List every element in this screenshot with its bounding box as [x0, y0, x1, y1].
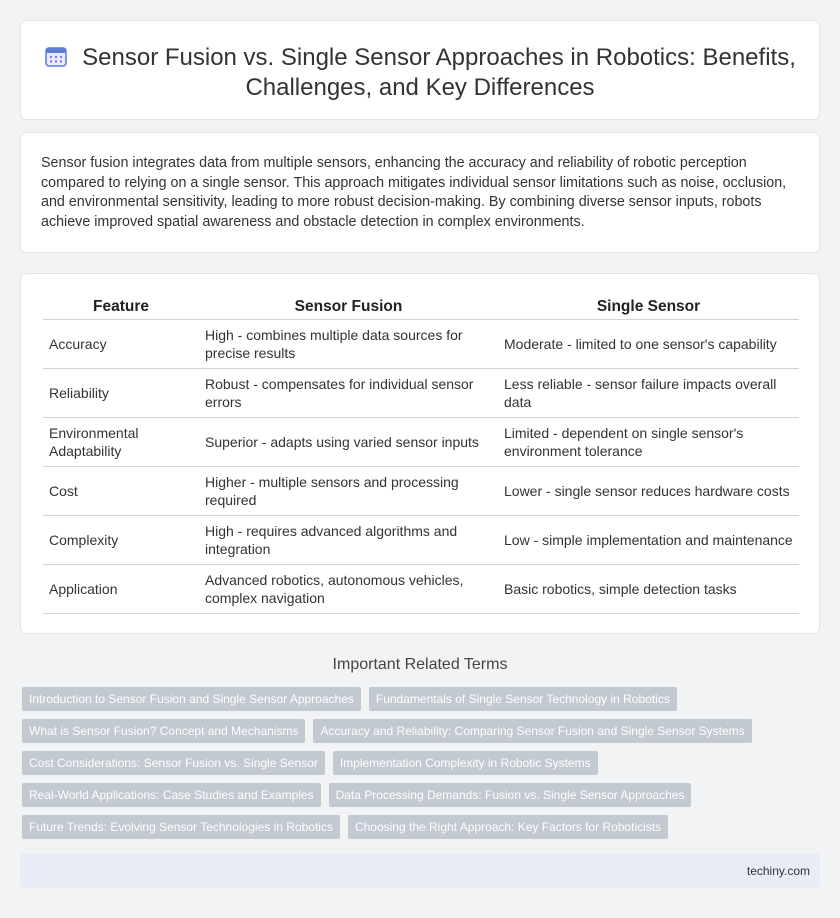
related-term-tag[interactable]: Data Processing Demands: Fusion vs. Single Sensor Approaches [329, 783, 692, 807]
table-cell-sensor-fusion: Superior - adapts using varied sensor inputs [199, 417, 498, 466]
header [21, 43, 819, 103]
table-cell-sensor-fusion: Higher - multiple sensors and processing required [199, 466, 498, 515]
comparison-table [43, 296, 799, 614]
table-cell-single-sensor: Low - simple implementation and maintenance [498, 515, 799, 564]
intro-paragraph: Sensor fusion integrates data from multiple sensors, enhancing the accuracy and reliability of robotic perception compared to relying on a single sensor. This approach mitigates individual sensor limitations such as noise, occlusion, and environmental sensitivity, leading to more robust decision-making. By combining diverse sensor inputs, robots achieve improved spatial awareness and obstacle detection in complex environments. [41, 155, 787, 230]
table-cell-single-sensor: Basic robotics, simple detection tasks [498, 564, 799, 613]
table-cell-single-sensor: Lower - single sensor reduces hardware costs [498, 466, 799, 515]
table-cell-sensor-fusion: Advanced robotics, autonomous vehicles, complex navigation [199, 564, 498, 613]
table-cell-feature: Environmental Adaptability [43, 417, 199, 466]
tag-row [22, 719, 822, 743]
table-row [43, 564, 799, 613]
table-header-row [43, 296, 799, 319]
calendar-icon [44, 44, 68, 68]
table-row [43, 417, 799, 466]
tag-row [22, 783, 822, 807]
table-cell-sensor-fusion: High - requires advanced algorithms and integration [199, 515, 498, 564]
footer [20, 854, 820, 888]
table-cell-sensor-fusion: Robust - compensates for individual sensor errors [199, 368, 498, 417]
column-header-single-sensor: Single Sensor [498, 296, 799, 319]
table-cell-feature: Complexity [43, 515, 199, 564]
table-cell-sensor-fusion: High - combines multiple data sources for precise results [199, 319, 498, 368]
related-term-tag[interactable]: Implementation Complexity in Robotic Systems [333, 751, 598, 775]
table-cell-feature: Reliability [43, 368, 199, 417]
tag-row [22, 815, 822, 839]
table-row [43, 319, 799, 368]
header-card [20, 20, 820, 120]
related-terms-tags [22, 687, 822, 847]
column-header-feature: Feature [43, 296, 199, 319]
tag-row [22, 751, 822, 775]
related-term-tag[interactable]: Accuracy and Reliability: Comparing Sensor Fusion and Single Sensor Systems [313, 719, 751, 743]
related-term-tag[interactable]: Cost Considerations: Sensor Fusion vs. Single Sensor [22, 751, 325, 775]
footer-site-link[interactable]: techiny.com [746, 864, 810, 878]
page-title: Sensor Fusion vs. Single Sensor Approaches in Robotics: Benefits, Challenges, and Key Differences [82, 44, 796, 101]
intro-card [20, 132, 820, 253]
related-term-tag[interactable]: Fundamentals of Single Sensor Technology in Robotics [369, 687, 677, 711]
table-cell-feature: Cost [43, 466, 199, 515]
comparison-table-card [20, 273, 820, 634]
related-term-tag[interactable]: Real-World Applications: Case Studies and Examples [22, 783, 321, 807]
table-cell-single-sensor: Limited - dependent on single sensor's environment tolerance [498, 417, 799, 466]
table-cell-feature: Accuracy [43, 319, 199, 368]
table-row [43, 515, 799, 564]
related-term-tag[interactable]: Introduction to Sensor Fusion and Single Sensor Approaches [22, 687, 361, 711]
tag-row [22, 687, 822, 711]
table-cell-single-sensor: Less reliable - sensor failure impacts overall data [498, 368, 799, 417]
table-cell-feature: Application [43, 564, 199, 613]
table-cell-single-sensor: Moderate - limited to one sensor's capability [498, 319, 799, 368]
table-row [43, 466, 799, 515]
table-row [43, 368, 799, 417]
related-term-tag[interactable]: Future Trends: Evolving Sensor Technologies in Robotics [22, 815, 340, 839]
column-header-sensor-fusion: Sensor Fusion [199, 296, 498, 319]
related-term-tag[interactable]: What is Sensor Fusion? Concept and Mechanisms [22, 719, 305, 743]
related-term-tag[interactable]: Choosing the Right Approach: Key Factors for Roboticists [348, 815, 668, 839]
related-terms-heading: Important Related Terms [332, 656, 508, 673]
